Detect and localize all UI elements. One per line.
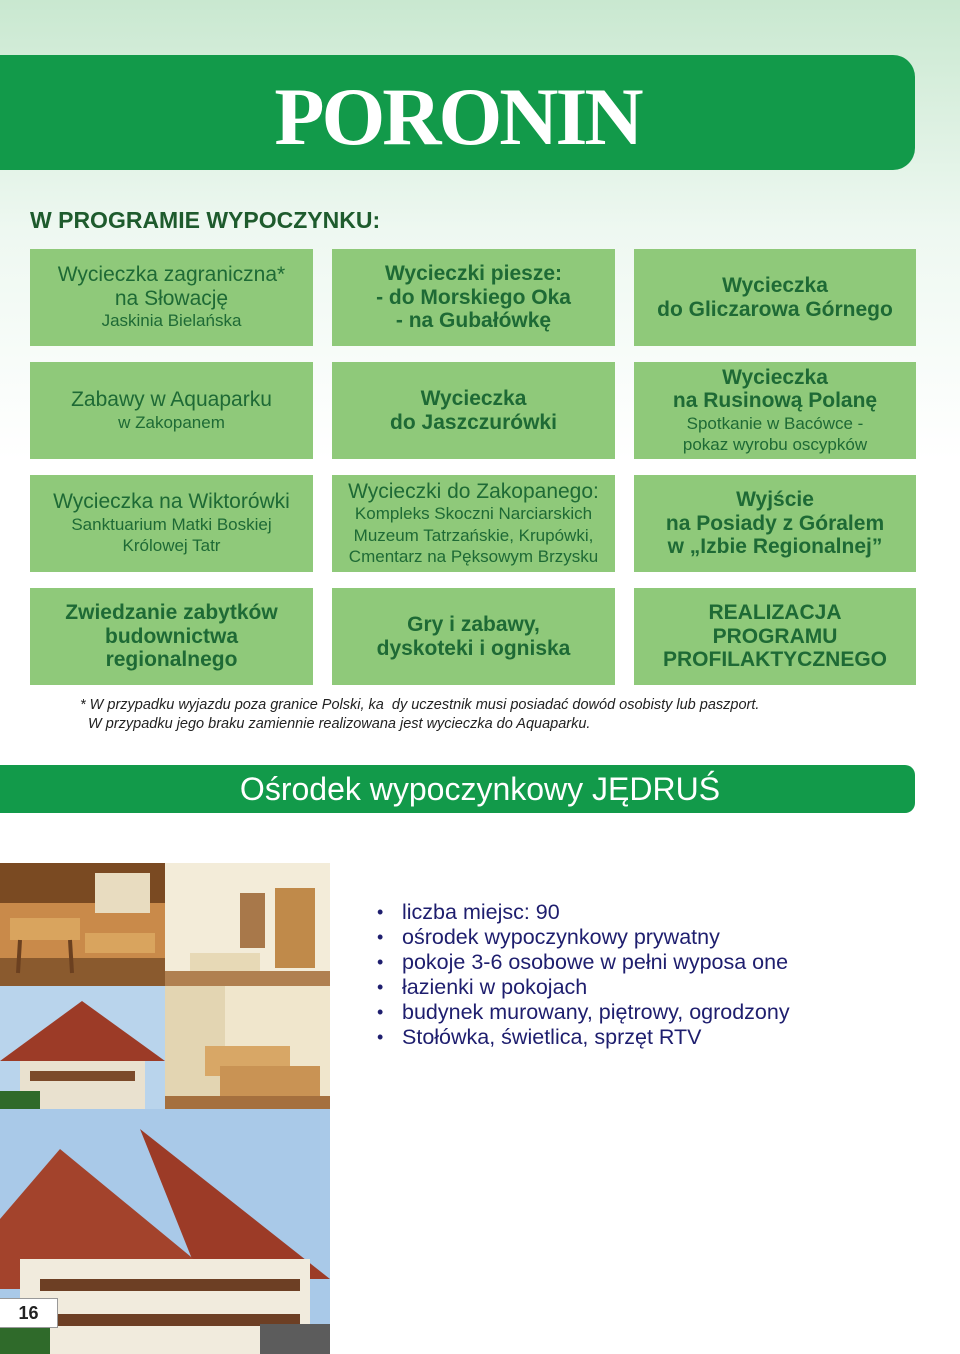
program-cell-title: PROFILAKTYCZNEGO: [663, 648, 887, 672]
program-cell: [634, 362, 916, 459]
program-cell: [332, 588, 615, 685]
program-cell-title: Zwiedzanie zabytków: [65, 601, 278, 625]
program-cell-subtitle: Cmentarz na Pęksowym Brzysku: [348, 546, 599, 566]
dining-room-photo: [0, 863, 165, 986]
program-cell: [634, 249, 916, 346]
program-cell: [634, 475, 916, 572]
program-cell-subtitle: Sanktuarium Matki Boskiej: [71, 515, 272, 534]
program-cell-title: PROGRAMU: [712, 624, 838, 648]
facility-title: Ośrodek wypoczynkowy JĘDRUŚ: [239, 771, 721, 807]
program-cell-subtitle: Jaskinia Bielańska: [101, 311, 242, 331]
program-cell-title: na Rusinową Polanę: [672, 389, 878, 413]
photo-collage: [0, 863, 330, 1354]
feature-item: • liczba miejsc: 90: [375, 900, 790, 925]
feature-item: • łazienki w pokojach: [375, 975, 790, 1000]
program-cell-title: Wycieczki piesze:: [384, 262, 563, 286]
feature-item: • pokoje 3-6 osobowe w pełni wyposa one: [375, 950, 790, 975]
program-cell: [634, 588, 916, 685]
room-photo-1: [165, 863, 330, 986]
house-photo-1: [0, 986, 165, 1109]
feature-list: [375, 900, 790, 1050]
program-cell-subtitle: w Zakopanem: [118, 412, 225, 432]
footnote-line-2: W przypadku jego braku zamiennie realizowana jest wycieczka do Aquaparku.: [80, 716, 591, 732]
room-photo-2: [165, 986, 330, 1109]
program-cell-title: regionalnego: [105, 648, 238, 672]
program-cell-title: Wycieczka: [722, 365, 828, 389]
footnote: [80, 696, 759, 734]
program-cell-title: Wyjście: [736, 488, 814, 512]
program-cell-title: - do Morskiego Oka: [376, 285, 571, 309]
program-cell-subtitle: Muzeum Tatrzańskie, Krupówki,: [353, 525, 594, 545]
program-cell-title: do Gliczarowa Górnego: [657, 297, 893, 321]
program-cell-title: dyskoteki i ogniska: [376, 636, 571, 660]
feature-item: • budynek murowany, piętrowy, ogrodzony: [375, 1000, 790, 1025]
program-cell-title: do Jaszczurówki: [390, 410, 557, 434]
program-cell-subtitle: pokaz wyrobu oscypków: [682, 435, 868, 455]
feature-item: • Stołówka, świetlica, sprzęt RTV: [375, 1025, 790, 1050]
program-cell-title: Zabawy w Aquaparku: [71, 388, 272, 412]
program-cell-title: Wycieczka: [420, 386, 527, 410]
page-title: PORONIN: [274, 71, 641, 162]
program-cell-title: Wycieczka: [722, 273, 828, 297]
program-cell-title: Wycieczka na Wiktorówki: [53, 490, 290, 514]
page-number: 16: [0, 1298, 58, 1328]
footnote-line-1: * W przypadku wyjazdu poza granice Polski, ka dy uczestnik musi posiadać dowód osobisty lub paszport.: [80, 697, 760, 713]
program-grid: [30, 249, 916, 685]
feature-item: • ośrodek wypoczynkowy prywatny: [375, 925, 790, 950]
program-heading: W PROGRAMIE WYPOCZYNKU:: [30, 207, 381, 233]
program-cell: [332, 362, 615, 459]
program-cell: [332, 249, 615, 346]
program-cell-title: Wycieczki do Zakopanego:: [348, 479, 599, 503]
program-cell-title: Gry i zabawy,: [407, 612, 540, 636]
program-cell: [30, 588, 313, 685]
program-cell-subtitle: Spotkanie w Bacówce -: [686, 413, 864, 433]
program-cell-subtitle: Kompleks Skoczni Narciarskich: [354, 504, 593, 524]
program-cell: [30, 475, 313, 572]
program-cell: [30, 362, 313, 459]
program-cell-title: REALIZACJA: [708, 601, 842, 625]
program-cell-title: budownictwa: [105, 624, 238, 648]
program-cell-title: na Posiady z Góralem: [665, 511, 885, 535]
program-cell-title: - na Gubałówkę: [395, 309, 552, 333]
program-cell-title: na Słowację: [114, 286, 229, 310]
program-cell-title: Wycieczka zagraniczna*: [57, 263, 286, 287]
program-cell: [30, 249, 313, 346]
program-cell: [332, 475, 615, 572]
program-cell-title: w „Izbie Regionalnej”: [667, 535, 883, 559]
program-cell-subtitle: Królowej Tatr: [122, 536, 221, 556]
